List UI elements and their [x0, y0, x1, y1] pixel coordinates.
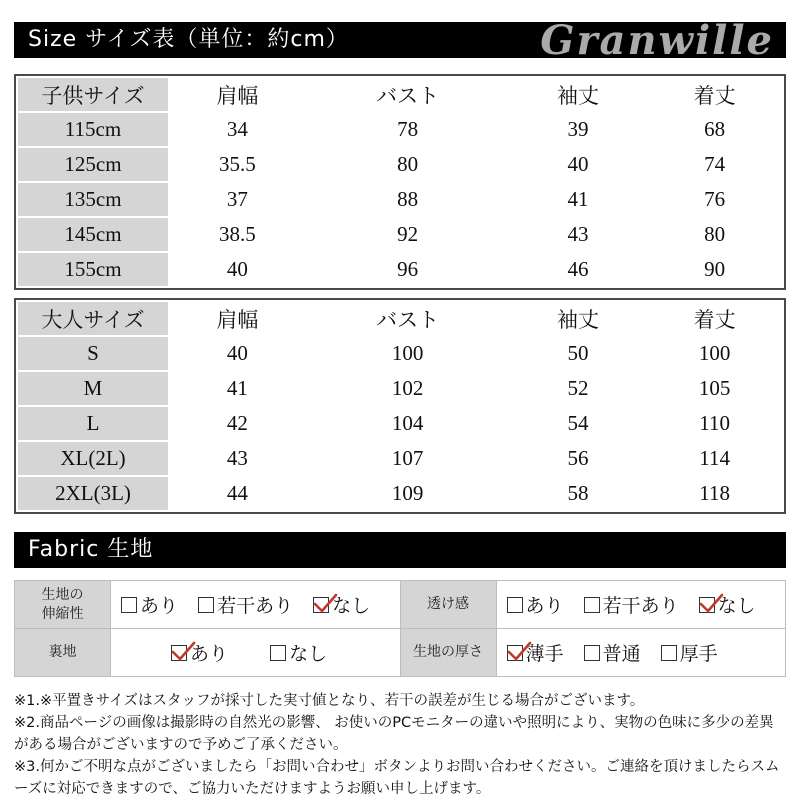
kids-size-table	[14, 74, 786, 290]
checkbox-icon	[313, 597, 329, 613]
thickness-option-thin	[507, 639, 564, 666]
checkbox-icon	[507, 645, 523, 661]
option-text: あり	[140, 595, 179, 617]
table-row	[18, 113, 782, 146]
kids-header-label: 子供サイズ	[18, 78, 168, 111]
checkbox-icon	[507, 597, 523, 613]
stretch-option-slight	[198, 591, 293, 618]
checkbox-icon	[171, 645, 187, 661]
sleeve-value: 40	[567, 152, 589, 176]
sleeve-value: 50	[567, 341, 589, 365]
stretch-label	[15, 581, 111, 629]
length-value: 68	[704, 117, 726, 141]
bust-value: 100	[391, 341, 424, 365]
check-mark-icon	[312, 592, 338, 614]
table-row	[18, 372, 782, 405]
table-row	[18, 337, 782, 370]
kids-header-length: 着丈	[647, 78, 782, 111]
length-value: 118	[699, 481, 731, 505]
adult-header-sleeve: 袖丈	[511, 302, 646, 335]
sheer-option-yes	[507, 591, 564, 618]
thickness-option-normal	[584, 639, 641, 666]
lining-option-no	[270, 639, 327, 666]
sleeve-value: 56	[567, 446, 589, 470]
note-2: ※2.商品ページの画像は撮影時の自然光の影響、 お使いのPCモニターの違いや照明により、実物の色味に多少の差異がある場合がございますので予めご了承ください。	[14, 715, 774, 753]
sleeve-value: 52	[567, 376, 589, 400]
adult-header-label: 大人サイズ	[18, 302, 168, 335]
sheer-option-slight	[584, 591, 679, 618]
kids-header-sleeve: 袖丈	[511, 78, 646, 111]
check-mark-icon	[506, 640, 532, 662]
size-header-title: Size サイズ表（単位：約cm）	[28, 27, 349, 52]
fabric-row	[15, 581, 786, 629]
table-row	[18, 442, 782, 475]
option-text: なし	[332, 595, 371, 617]
option-text: 若干あり	[602, 595, 679, 617]
bust-value: 107	[391, 446, 424, 470]
note-3: ※3.何かご不明な点がございましたら「お問い合わせ」ボタンよりお問い合わせください。ご連絡を頂けましたらスムーズに対応できますので、ご協力いただけますようお願い申し上げます。	[14, 759, 780, 797]
checkbox-icon	[121, 597, 137, 613]
stretch-option-none	[313, 591, 370, 618]
shoulder-value: 38.5	[218, 222, 256, 246]
stretch-label-line1: 生地の	[41, 586, 84, 603]
sheer-label: 透け感	[400, 581, 496, 629]
shoulder-value: 44	[226, 481, 248, 505]
length-value: 100	[698, 341, 731, 365]
shoulder-value: 40	[226, 257, 248, 281]
kids-header-bust: バスト	[307, 78, 509, 111]
thickness-option-thick	[661, 639, 718, 666]
notes	[14, 690, 786, 800]
adult-header-row	[18, 302, 782, 335]
size-label: L	[18, 407, 168, 440]
shoulder-value: 37	[226, 187, 248, 211]
sheer-option-none	[699, 591, 756, 618]
table-row	[18, 148, 782, 181]
lining-options	[111, 629, 401, 677]
size-label: S	[18, 337, 168, 370]
bust-value: 92	[397, 222, 419, 246]
option-text: あり	[525, 595, 564, 617]
kids-header-row	[18, 78, 782, 111]
sleeve-value: 54	[567, 411, 589, 435]
option-text: あり	[190, 643, 229, 665]
checkbox-icon	[270, 645, 286, 661]
adult-header-bust: バスト	[307, 302, 509, 335]
option-text: 若干あり	[217, 595, 294, 617]
bust-value: 88	[397, 187, 419, 211]
adult-size-table	[14, 298, 786, 514]
check-mark-icon	[170, 640, 196, 662]
sleeve-value: 39	[567, 117, 589, 141]
adult-header-length: 着丈	[647, 302, 782, 335]
length-value: 110	[699, 411, 731, 435]
option-text: 薄手	[525, 643, 564, 665]
sheer-options	[496, 581, 786, 629]
bust-value: 102	[391, 376, 424, 400]
stretch-label-line2: 伸縮性	[41, 605, 84, 622]
bust-value: 104	[391, 411, 424, 435]
size-label: M	[18, 372, 168, 405]
length-value: 105	[698, 376, 731, 400]
brand-logo: Granwille	[540, 17, 774, 64]
table-row	[18, 183, 782, 216]
bust-value: 80	[397, 152, 419, 176]
check-mark-icon	[698, 592, 724, 614]
table-row	[18, 218, 782, 251]
size-header-bar	[14, 17, 786, 64]
size-label: 2XL(3L)	[18, 477, 168, 510]
fabric-row	[15, 629, 786, 677]
size-label: 145cm	[18, 218, 168, 251]
lining-option-yes	[171, 639, 228, 666]
adult-header-shoulder: 肩幅	[170, 302, 305, 335]
stretch-option-yes	[121, 591, 178, 618]
fabric-table	[14, 580, 786, 677]
bust-value: 78	[397, 117, 419, 141]
length-value: 114	[699, 446, 731, 470]
note-1: ※1.※平置きサイズはスタッフが採寸した実寸値となり、若干の誤差が生じる場合がございます。	[14, 693, 645, 709]
table-row	[18, 253, 782, 286]
fabric-header-title: Fabric 生地	[28, 537, 154, 562]
checkbox-icon	[584, 597, 600, 613]
size-label: XL(2L)	[18, 442, 168, 475]
shoulder-value: 40	[226, 341, 248, 365]
length-value: 80	[704, 222, 726, 246]
shoulder-value: 34	[226, 117, 248, 141]
size-label: 155cm	[18, 253, 168, 286]
shoulder-value: 42	[226, 411, 248, 435]
checkbox-icon	[198, 597, 214, 613]
length-value: 76	[704, 187, 726, 211]
sleeve-value: 58	[567, 481, 589, 505]
checkbox-icon	[661, 645, 677, 661]
size-label: 125cm	[18, 148, 168, 181]
shoulder-value: 43	[226, 446, 248, 470]
size-label: 115cm	[18, 113, 168, 146]
bust-value: 96	[397, 257, 419, 281]
size-label: 135cm	[18, 183, 168, 216]
table-row	[18, 407, 782, 440]
option-text: なし	[289, 643, 328, 665]
length-value: 74	[704, 152, 726, 176]
shoulder-value: 41	[226, 376, 248, 400]
sleeve-value: 43	[567, 222, 589, 246]
shoulder-value: 35.5	[218, 152, 256, 176]
table-row	[18, 477, 782, 510]
option-text: 厚手	[679, 643, 718, 665]
sleeve-value: 46	[567, 257, 589, 281]
option-text: なし	[717, 595, 756, 617]
sleeve-value: 41	[567, 187, 589, 211]
option-text: 普通	[602, 643, 641, 665]
checkbox-icon	[699, 597, 715, 613]
fabric-header-bar	[14, 532, 786, 568]
kids-header-shoulder: 肩幅	[170, 78, 305, 111]
thickness-options	[496, 629, 786, 677]
lining-label: 裏地	[15, 629, 111, 677]
stretch-options	[111, 581, 401, 629]
bust-value: 109	[391, 481, 424, 505]
checkbox-icon	[584, 645, 600, 661]
thickness-label: 生地の厚さ	[400, 629, 496, 677]
length-value: 90	[704, 257, 726, 281]
